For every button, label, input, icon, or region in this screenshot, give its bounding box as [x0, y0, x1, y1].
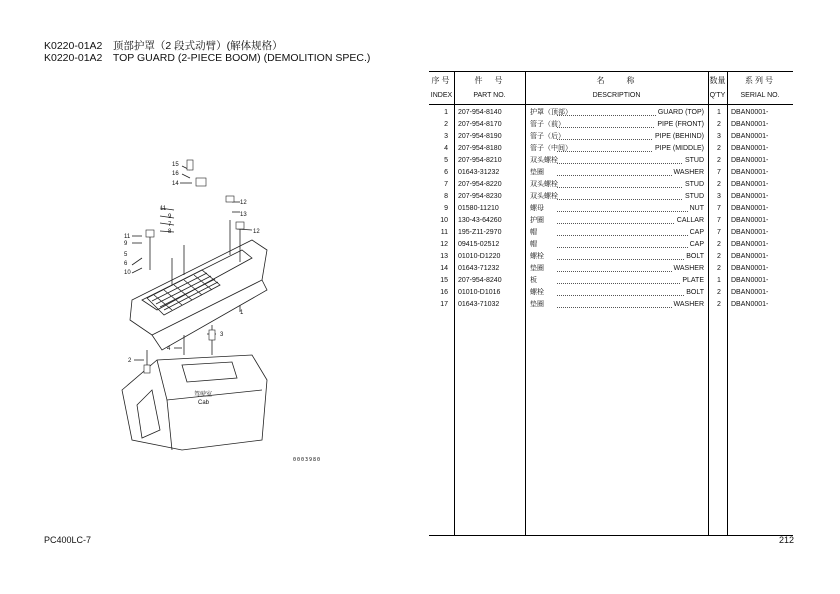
page-title-cn: K0220-01A2 顶部护罩（2 段式动臂）(解体规格）	[44, 40, 283, 52]
callout-8: 8	[168, 229, 172, 235]
callout-9b: 9	[124, 241, 128, 247]
row-serial: DBAN0001-	[731, 145, 769, 152]
row-desc-cn: 螺栓	[530, 253, 544, 260]
row-leader-dots	[557, 227, 700, 236]
row-qty: 7	[717, 205, 721, 212]
header-desc-cn: 名 称	[596, 76, 637, 85]
row-index: 17	[440, 301, 448, 308]
row-desc-en: WASHER	[672, 263, 704, 275]
row-part-no: 130-43-64260	[458, 217, 502, 224]
row-serial: DBAN0001-	[731, 265, 769, 272]
row-index: 12	[440, 241, 448, 248]
row-desc-en: STUD	[683, 155, 704, 167]
row-part-no: 195-Z11-2970	[458, 229, 502, 236]
row-index: 6	[444, 169, 448, 176]
row-qty: 3	[717, 193, 721, 200]
row-desc-en: CALLAR	[675, 215, 704, 227]
row-qty: 7	[717, 217, 721, 224]
callout-5: 5	[124, 252, 128, 258]
row-serial: DBAN0001-	[731, 301, 769, 308]
callout-7: 7	[168, 222, 172, 228]
callout-11b: 11	[124, 234, 131, 240]
row-desc-en: PIPE (FRONT)	[655, 119, 704, 131]
callout-1: 1	[240, 310, 244, 316]
row-serial: DBAN0001-	[731, 121, 769, 128]
row-desc-cn: 管子（前）	[530, 121, 565, 128]
table-row	[429, 191, 793, 203]
header-index-cn: 序号	[431, 76, 452, 85]
row-part-no: 207-954-8210	[458, 157, 502, 164]
table-row	[429, 251, 793, 263]
row-leader-dots	[557, 179, 700, 188]
row-index: 13	[440, 253, 448, 260]
callout-14: 13	[240, 212, 247, 218]
header-desc-en: DESCRIPTION	[592, 92, 641, 99]
row-qty: 2	[717, 301, 721, 308]
callout-15: 14	[172, 181, 179, 187]
row-index: 4	[444, 145, 448, 152]
row-serial: DBAN0001-	[731, 229, 769, 236]
row-desc-cn: 垫圈	[530, 169, 544, 176]
exploded-parts-diagram	[112, 150, 342, 470]
row-qty: 2	[717, 253, 721, 260]
row-qty: 2	[717, 121, 721, 128]
row-leader-dots	[557, 191, 700, 200]
row-desc-en: WASHER	[672, 299, 704, 311]
row-desc-cn: 板	[530, 277, 537, 284]
row-desc-cn: 护罩（顶部）	[530, 109, 572, 116]
row-serial: DBAN0001-	[731, 193, 769, 200]
row-index: 1	[444, 109, 448, 116]
row-serial: DBAN0001-	[731, 277, 769, 284]
row-desc-en: CAP	[688, 239, 704, 251]
row-desc-cn: 螺栓	[530, 289, 544, 296]
page-title-en: K0220-01A2 TOP GUARD (2-PIECE BOOM) (DEMOLITION SPEC.)	[44, 52, 371, 64]
row-leader-dots	[557, 275, 700, 284]
row-part-no: 207-954-8140	[458, 109, 502, 116]
row-desc-cn: 帽	[530, 241, 537, 248]
table-row	[429, 239, 793, 251]
callout-9: 9	[168, 214, 172, 220]
row-desc-en: BOLT	[684, 251, 704, 263]
row-serial: DBAN0001-	[731, 253, 769, 260]
row-part-no: 01643-71232	[458, 265, 500, 272]
row-qty: 2	[717, 265, 721, 272]
table-row	[429, 119, 793, 131]
row-index: 16	[440, 289, 448, 296]
table-row	[429, 179, 793, 191]
callout-12: 12	[253, 229, 260, 235]
table-row	[429, 107, 793, 119]
row-leader-dots	[557, 203, 700, 212]
row-qty: 1	[717, 109, 721, 116]
row-desc-en: PIPE (MIDDLE)	[653, 143, 704, 155]
header-qty-cn: 数量	[709, 76, 726, 85]
row-qty: 2	[717, 181, 721, 188]
table-row	[429, 215, 793, 227]
row-part-no: 01580-11210	[458, 205, 499, 212]
header-part-cn: 件 号	[474, 76, 505, 85]
callout-16: 15	[172, 162, 179, 168]
row-part-no: 01643-31232	[458, 169, 500, 176]
header-serial-cn: 系列号	[745, 76, 775, 85]
row-index: 9	[444, 205, 448, 212]
row-qty: 1	[717, 277, 721, 284]
row-desc-cn: 螺母	[530, 205, 544, 212]
table-row	[429, 143, 793, 155]
page-number: 212	[778, 535, 794, 545]
row-serial: DBAN0001-	[731, 157, 769, 164]
table-row	[429, 167, 793, 179]
row-index: 3	[444, 133, 448, 140]
row-desc-cn: 双头螺栓	[530, 193, 558, 200]
table-row	[429, 275, 793, 287]
illustration-code: 0003980	[293, 457, 322, 463]
row-leader-dots	[557, 287, 700, 296]
row-qty: 2	[717, 157, 721, 164]
row-serial: DBAN0001-	[731, 289, 769, 296]
row-desc-cn: 垫圈	[530, 301, 544, 308]
row-leader-dots	[557, 251, 700, 260]
callout-4: 4	[167, 346, 171, 352]
table-row	[429, 263, 793, 275]
diagram-drawing	[112, 150, 342, 470]
row-index: 15	[440, 277, 448, 284]
row-serial: DBAN0001-	[731, 205, 769, 212]
row-part-no: 01010-D1016	[458, 289, 501, 296]
callout-3: 3	[220, 332, 224, 338]
callout-11a: 11	[160, 206, 167, 212]
cab-label-en: Cab	[198, 400, 210, 406]
row-desc-en: GUARD (TOP)	[656, 107, 704, 119]
parts-table	[429, 71, 793, 536]
callout-10: 10	[124, 270, 131, 276]
cab-label-cn: 驾驶室	[194, 392, 213, 398]
row-desc-cn: 双头螺栓	[530, 157, 558, 164]
row-part-no: 207-954-8190	[458, 133, 502, 140]
row-index: 2	[444, 121, 448, 128]
row-part-no: 207-954-8240	[458, 277, 502, 284]
callout-2: 2	[128, 358, 132, 364]
row-index: 11	[440, 229, 448, 236]
row-serial: DBAN0001-	[731, 169, 769, 176]
row-serial: DBAN0001-	[731, 241, 769, 248]
table-row	[429, 287, 793, 299]
row-qty: 2	[717, 289, 721, 296]
row-desc-en: PIPE (BEHIND)	[653, 131, 704, 143]
row-index: 10	[440, 217, 448, 224]
row-serial: DBAN0001-	[731, 109, 769, 116]
row-desc-cn: 护圈	[530, 217, 544, 224]
row-serial: DBAN0001-	[731, 217, 769, 224]
row-desc-cn: 管子（中间）	[530, 145, 572, 152]
table-row	[429, 299, 793, 311]
row-part-no: 207-954-8180	[458, 145, 502, 152]
row-qty: 3	[717, 133, 721, 140]
row-serial: DBAN0001-	[731, 133, 769, 140]
row-leader-dots	[557, 239, 700, 248]
row-part-no: 09415-02512	[458, 241, 500, 248]
grating-panel	[147, 270, 220, 315]
table-row	[429, 227, 793, 239]
table-row	[429, 155, 793, 167]
parts-rows	[429, 107, 793, 311]
row-desc-en: PLATE	[680, 275, 704, 287]
callout-17: 16	[172, 171, 179, 177]
row-desc-en: CAP	[688, 227, 704, 239]
table-row	[429, 203, 793, 215]
row-desc-en: STUD	[683, 179, 704, 191]
row-leader-dots	[557, 155, 700, 164]
table-row	[429, 131, 793, 143]
row-desc-cn: 垫圈	[530, 265, 544, 272]
row-part-no: 207-954-8230	[458, 193, 502, 200]
header-index-en: INDEX	[430, 92, 453, 99]
row-index: 14	[440, 265, 448, 272]
row-part-no: 207-954-8170	[458, 121, 502, 128]
row-part-no: 01643-71032	[458, 301, 500, 308]
row-serial: DBAN0001-	[731, 181, 769, 188]
row-desc-en: BOLT	[684, 287, 704, 299]
row-qty: 2	[717, 145, 721, 152]
row-qty: 2	[717, 241, 721, 248]
row-qty: 7	[717, 169, 721, 176]
row-index: 5	[444, 157, 448, 164]
header-serial-en: SERIAL NO.	[740, 92, 780, 99]
row-index: 8	[444, 193, 448, 200]
row-desc-cn: 双头螺栓	[530, 181, 558, 188]
row-part-no: 207-954-8220	[458, 181, 502, 188]
row-desc-en: NUT	[688, 203, 704, 215]
row-desc-en: WASHER	[672, 167, 704, 179]
row-desc-cn: 帽	[530, 229, 537, 236]
row-part-no: 01010-D1220	[458, 253, 501, 260]
callout-6: 6	[124, 261, 128, 267]
model-number: PC400LC-7	[44, 535, 92, 545]
row-index: 7	[444, 181, 448, 188]
row-desc-cn: 管子（后）	[530, 133, 565, 140]
header-part-en: PART NO.	[473, 92, 506, 99]
header-qty-en: Q'TY	[709, 92, 726, 99]
callout-13: 12	[240, 200, 247, 206]
row-desc-en: STUD	[683, 191, 704, 203]
row-qty: 7	[717, 229, 721, 236]
